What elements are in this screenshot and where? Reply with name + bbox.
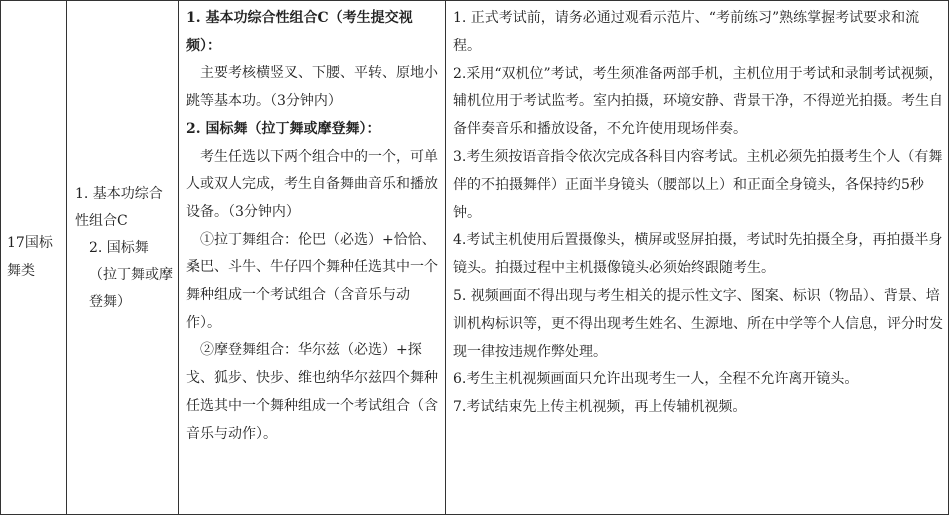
requirement-item: 5. 视频画面不得出现与考生相关的提示性文字、图案、标识（物品）、背景、培训机构标识等，更不得出现考生姓名、生源地、所在中学等个人信息，评分时发现一律按违规作弊处理。 <box>453 287 943 360</box>
subject-item: 1. 基本功综合性组合C <box>75 186 163 229</box>
subjects-cell <box>66 0 179 515</box>
requirements-cell <box>445 0 949 515</box>
content-heading: 2. 国标舞（拉丁舞或摩登舞）： <box>186 120 381 137</box>
requirement-item: 6.考生主机视频画面只允许出现考生一人，全程不允许离开镜头。 <box>453 371 859 388</box>
category-cell <box>0 0 67 515</box>
content-heading: 1. 基本功综合性组合C（考生提交视频）： <box>186 10 413 54</box>
subject-item: 2. 国标舞（拉丁舞或摩登舞） <box>89 240 173 310</box>
requirement-item: 4.考试主机使用后置摄像头，横屏或竖屏拍摄，考试时先拍摄全身，再拍摄半身镜头。拍摄过程中主机摄像镜头必须始终跟随考生。 <box>453 232 943 277</box>
category-label: 17国标舞类 <box>7 235 53 279</box>
content-cell <box>178 0 446 515</box>
latin-combo: ①拉丁舞组合：伦巴（必选）+恰恰、桑巴、斗牛、牛仔四个舞种任选其中一个舞种组成一个考试组合（含音乐与动作）。 <box>186 231 438 331</box>
content-paragraph: 主要考核横竖叉、下腰、平转、原地小跳等基本功。（3分钟内） <box>186 65 438 110</box>
requirement-item: 3.考生须按语音指令依次完成各科目内容考试。主机必须先拍摄考生个人（有舞伴的不拍摄舞伴）正面半身镜头（腰部以上）和正面全身镜头，各保持约5秒钟。 <box>453 148 943 221</box>
content-paragraph: 考生任选以下两个组合中的一个，可单人或双人完成，考生自备舞曲音乐和播放设备。（3分钟内） <box>186 148 438 220</box>
requirement-item: 1. 正式考试前，请务必通过观看示范片、“考前练习”熟练掌握考试要求和流程。 <box>453 10 920 54</box>
modern-combo: ②摩登舞组合：华尔兹（必选）+探戈、狐步、快步、维也纳华尔兹四个舞种任选其中一个舞种组成一个考试组合（含音乐与动作）。 <box>186 342 438 442</box>
requirement-item: 7.考试结束先上传主机视频，再上传辅机视频。 <box>453 399 747 416</box>
requirement-item: 2.采用“双机位”考试，考生须准备两部手机，主机位用于考试和录制考试视频，辅机位用于考试监考。室内拍摄，环境安静、背景干净，不得逆光拍摄。考生自备伴奏音乐和播放设备，不允许使用现场伴奏。 <box>453 65 943 138</box>
